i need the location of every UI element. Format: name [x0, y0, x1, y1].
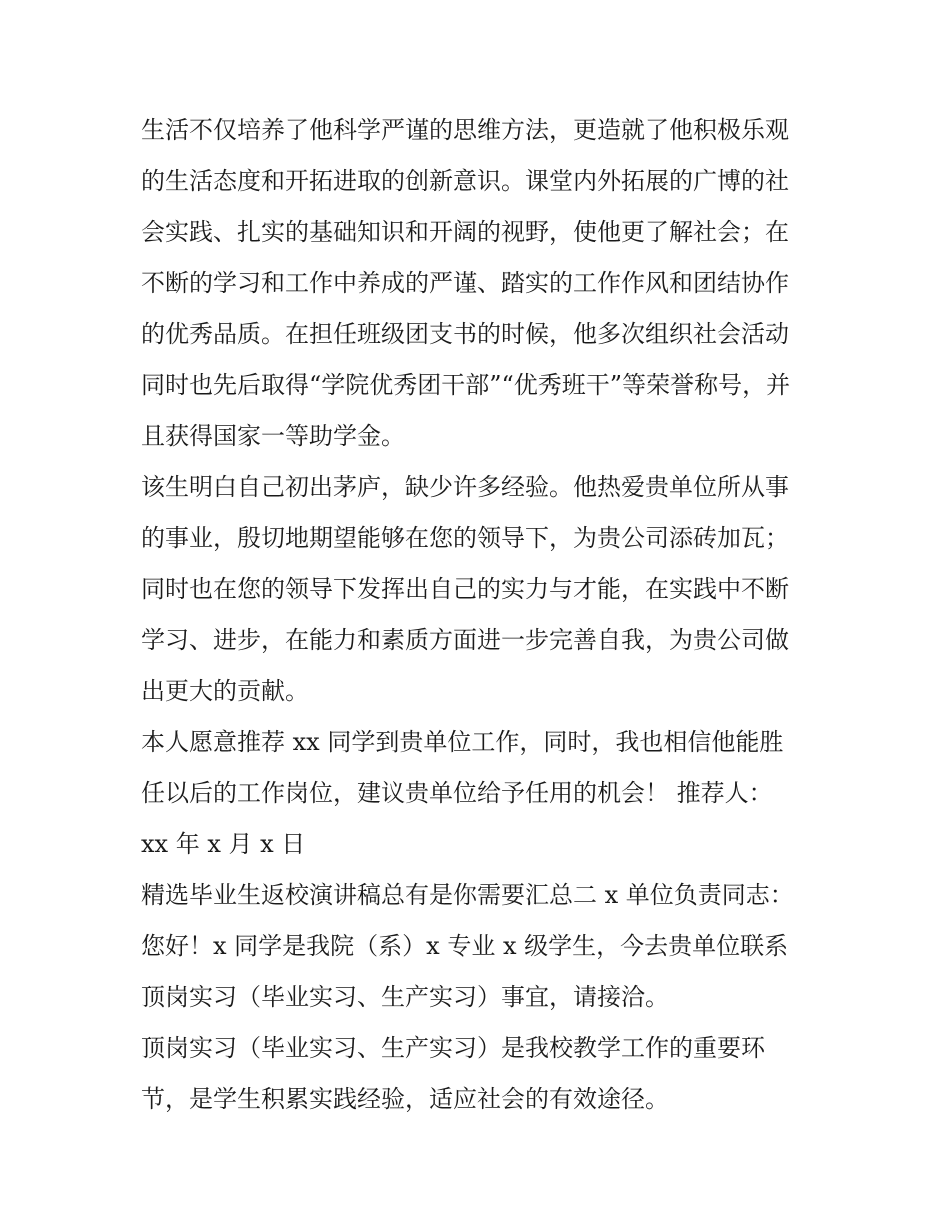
text-line: xx 年 x 月 x 日	[141, 830, 306, 858]
text-line: 本人愿意推荐 xx 同学到贵单位工作，同时，我也相信他能胜	[141, 728, 784, 756]
text-line: 该生明白自己初出茅庐，缺少许多经验。他热爱贵单位所从事	[141, 473, 789, 501]
text-line: 的生活态度和开拓进取的创新意识。课堂内外拓展的广博的社	[141, 167, 789, 195]
text-line: 不断的学习和工作中养成的严谨、踏实的工作作风和团结协作	[141, 269, 789, 297]
text-line: 您好！x 同学是我院（系）x 专业 x 级学生，今去贵单位联系	[141, 932, 789, 960]
document-body	[141, 105, 821, 1125]
text-line: 且获得国家一等助学金。	[141, 422, 405, 450]
text-line: 节，是学生积累实践经验，适应社会的有效途径。	[141, 1085, 669, 1113]
text-line: 顶岗实习（毕业实习、生产实习）事宜，请接洽。	[141, 983, 669, 1011]
text-line: 的事业，殷切地期望能够在您的领导下，为贵公司添砖加瓦；	[141, 524, 789, 552]
text-line: 同时也在您的领导下发挥出自己的实力与才能，在实践中不断	[141, 575, 789, 603]
text-line: 精选毕业生返校演讲稿总有是你需要汇总二 x 单位负责同志：	[141, 881, 794, 909]
text-line: 学习、进步，在能力和素质方面进一步完善自我，为贵公司做	[141, 626, 789, 654]
text-line: 的优秀品质。在担任班级团支书的时候，他多次组织社会活动	[141, 320, 789, 348]
text-line: 同时也先后取得“学院优秀团干部”“优秀班干”等荣誉称号，并	[141, 371, 791, 399]
text-line: 顶岗实习（毕业实习、生产实习）是我校教学工作的重要环	[141, 1034, 765, 1062]
text-line: 出更大的贡献。	[141, 677, 309, 705]
text-line: 生活不仅培养了他科学严谨的思维方法，更造就了他积极乐观	[141, 116, 789, 144]
text-line: 会实践、扎实的基础知识和开阔的视野，使他更了解社会；在	[141, 218, 789, 246]
text-line: 任以后的工作岗位，建议贵单位给予任用的机会！ 推荐人：	[141, 779, 773, 807]
